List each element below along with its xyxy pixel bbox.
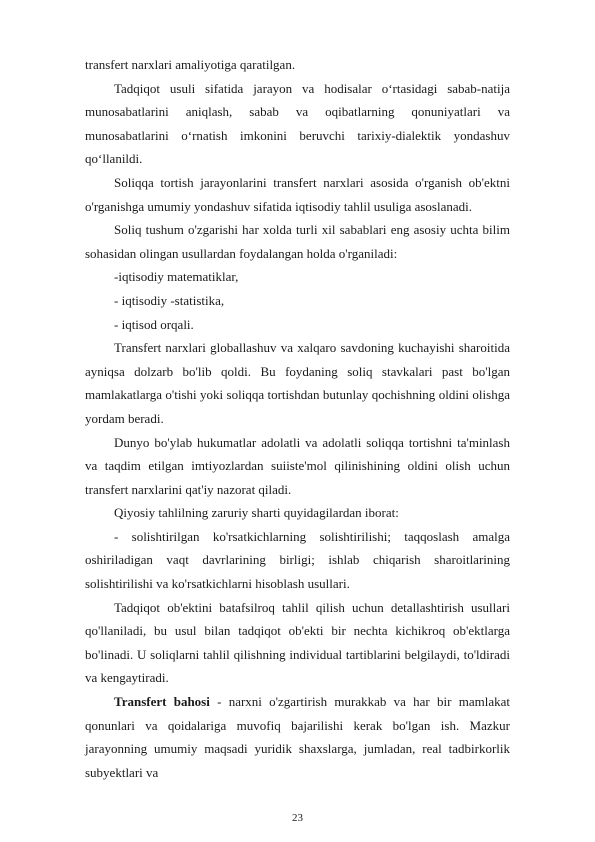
paragraph: Qiyosiy tahlilning zaruriy sharti quyidagilardan iborat:	[114, 505, 399, 521]
paragraph: Soliq tushum o'zgarishi har xolda turli xil sabablari eng asosiy uchta bilim sohasidan olingan usullardan foydalangan holda o'rganiladi:	[85, 222, 510, 261]
paragraph: Soliqqa tortish jarayonlarini transfert narxlari asosida o'rganish ob'ektni o'rganishga umumiy yondashuv sifatida iqtisodiy tahlil usuliga asoslanadi.	[85, 174, 510, 214]
list-item: - iqtisodiy -statistika,	[114, 292, 225, 308]
paragraph: transfert narxlari amaliyotiga qaratilgan.	[85, 57, 296, 72]
definition-term: Transfert bahosi	[114, 694, 210, 710]
paragraph: - solishtirilgan ko'rsatkichlarning solishtirilishi; taqqoslash amalga oshiriladigan vaqt davrlarining birligi; ishlab chiqarish sharoitlarining solishtirilishi va ko'rsatkichlarni hisoblash usullari.	[85, 528, 510, 592]
list-item: - iqtisod orqali.	[114, 316, 194, 332]
definition-text: - narxni o'zgartirish murakkab va har bir mamlakat qonunlari va qoidalariga muvofiq bajarilishi kerak bo'lgan ish. Mazkur jarayonning umumiy maqsadi yuridik shaxslarga, jumladan, real tadbirkorlik subyektlari va	[85, 694, 510, 780]
paragraph: Tadqiqot ob'ektini batafsilroq tahlil qilish uchun detallashtirish usullari qo'llaniladi, bu usul bilan tadqiqot ob'ekti bir nechta kichikroq ob'ektlarga bo'linadi. U soliqlarni tahlil qilishning individual tartiblarini belgilaydi, to'ldiradi va kengaytiradi.	[85, 599, 510, 686]
body-text	[85, 53, 510, 784]
page-number: 23	[292, 812, 303, 824]
paragraph: Dunyo bo'ylab hukumatlar adolatli va adolatli soliqqa tortishni ta'minlash va taqdim etilgan imtiyozlardan suiiste'mol qilinishining oldini olish uchun transfert narxlarini qat'iy nazorat qiladi.	[85, 434, 510, 497]
list-item: -iqtisodiy matematiklar,	[114, 269, 239, 285]
paragraph: Tadqiqot usuli sifatida jarayon va hodisalar o‘rtasidagi sabab-natija munosabatlarini aniqlash, sabab va oqibatlarning qonuniyatlari va munosabatlarini o‘rnatish imkonini beruvchi tarixiy-dialektik yondashuv qo‘llanildi.	[85, 80, 510, 167]
definition-paragraph	[85, 690, 510, 784]
paragraph: Transfert narxlari globallashuv va xalqaro savdoning kuchayishi sharoitida ayniqsa dolzarb bo'lib qoldi. Bu foydaning soliq stavkalari past bo'lgan mamlakatlarga o'tishi yoki soliqqa tortishdan butunlay qochishning oldini olishga yordam beradi.	[85, 340, 510, 426]
